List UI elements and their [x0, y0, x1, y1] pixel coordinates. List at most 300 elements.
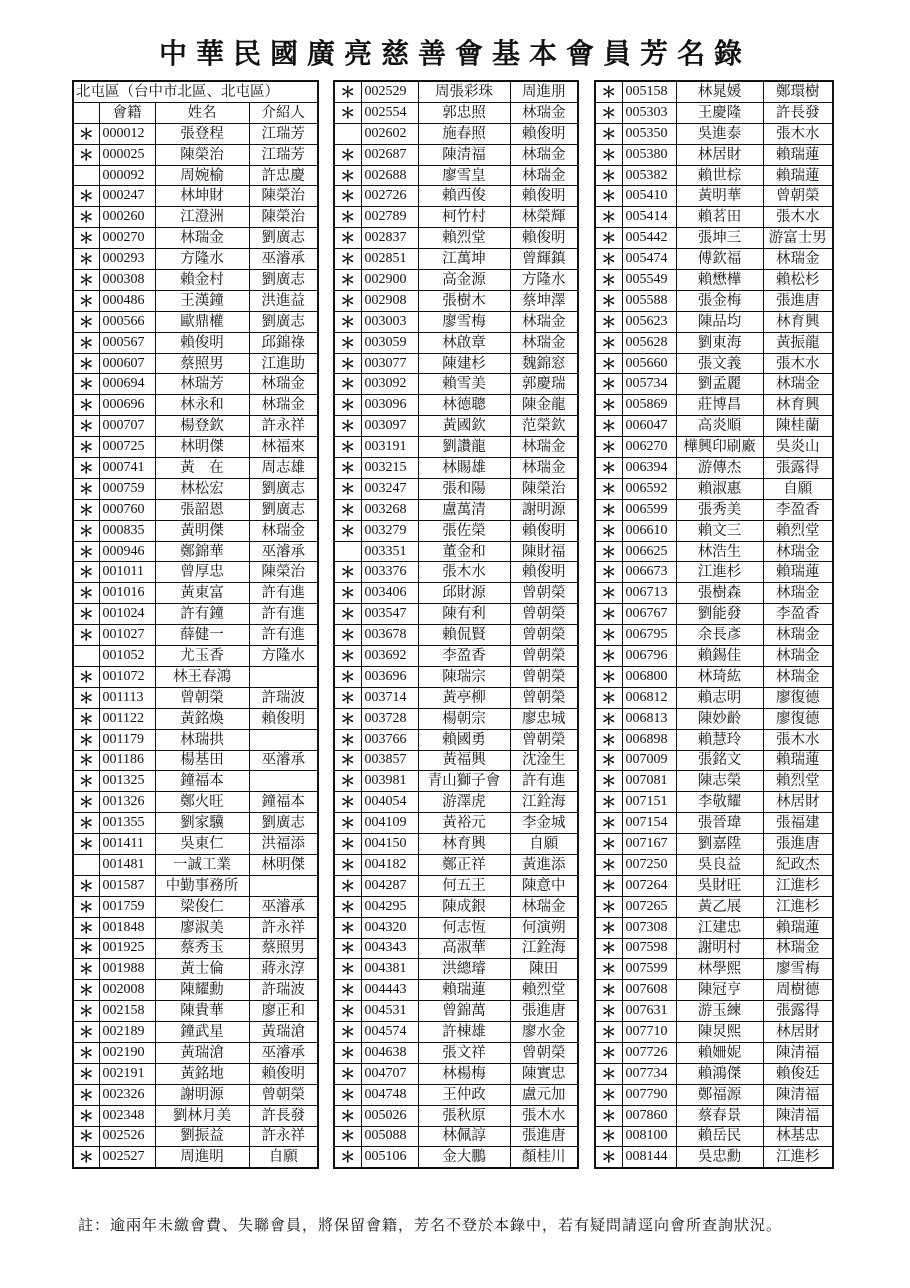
- referrer-name: 自願: [763, 478, 833, 499]
- referrer-name: 江進杉: [763, 875, 833, 896]
- referrer-name: 劉廣志: [249, 228, 318, 249]
- member-name: 曾朝榮: [155, 687, 249, 708]
- member-row: [595, 228, 833, 249]
- member-row: [595, 165, 833, 186]
- referrer-name: 鐘福本: [249, 792, 318, 813]
- member-name: 周進明: [155, 1147, 249, 1168]
- member-row: [73, 813, 318, 834]
- member-name: 鄭錦華: [155, 541, 249, 562]
- membership-number: 003097: [361, 416, 418, 437]
- membership-number: 000247: [99, 186, 155, 207]
- member-name: 鄭正祥: [418, 854, 510, 875]
- referrer-name: 賴瑞蓮: [763, 917, 833, 938]
- member-row: [595, 81, 833, 102]
- member-name: 賴姍妮: [676, 1042, 763, 1063]
- membership-number: 003268: [361, 499, 418, 520]
- active-mark: ＊: [595, 959, 622, 980]
- member-name: 青山獅子會: [418, 771, 510, 792]
- membership-number: 003096: [361, 395, 418, 416]
- active-mark: ＊: [73, 353, 99, 374]
- member-row: [595, 290, 833, 311]
- active-mark: ＊: [334, 792, 361, 813]
- referrer-name: 陳桂蘭: [763, 416, 833, 437]
- member-row: [595, 792, 833, 813]
- active-mark: ＊: [595, 625, 622, 646]
- membership-number: 003766: [361, 729, 418, 750]
- active-mark: ＊: [595, 437, 622, 458]
- referrer-name: 洪福添: [249, 834, 318, 855]
- member-row: [334, 875, 578, 896]
- member-name: 林啟章: [418, 332, 510, 353]
- referrer-name: 張進唐: [763, 834, 833, 855]
- membership-number: 001113: [99, 687, 155, 708]
- active-mark: ＊: [334, 499, 361, 520]
- referrer-name: 曾朝榮: [510, 583, 578, 604]
- membership-number: 003406: [361, 583, 418, 604]
- referrer-name: 林瑞金: [763, 646, 833, 667]
- referrer-name: 張木水: [510, 1105, 578, 1126]
- member-name: 賴國勇: [418, 729, 510, 750]
- referrer-name: 賴瑞蓮: [763, 562, 833, 583]
- active-mark: ＊: [73, 792, 99, 813]
- referrer-name: 許長發: [249, 1105, 318, 1126]
- membership-number: 000293: [99, 249, 155, 270]
- member-row: [334, 437, 578, 458]
- member-row: [595, 729, 833, 750]
- page-title: 中華民國廣亮慈善會基本會員芳名錄: [158, 37, 751, 70]
- referrer-name: 張進唐: [510, 1126, 578, 1147]
- member-row: [334, 583, 578, 604]
- active-mark: ＊: [595, 1063, 622, 1084]
- membership-number: 002789: [361, 207, 418, 228]
- membership-number: 008144: [622, 1147, 676, 1168]
- member-row: [595, 1022, 833, 1043]
- member-row: [334, 938, 578, 959]
- member-name: 張韶恩: [155, 499, 249, 520]
- membership-number: 000694: [99, 374, 155, 395]
- member-row: [334, 520, 578, 541]
- member-name: 王漢鐘: [155, 290, 249, 311]
- member-name: 陳炅熙: [676, 1022, 763, 1043]
- member-row: [595, 834, 833, 855]
- member-name: 陳耀勳: [155, 980, 249, 1001]
- member-row: [73, 896, 318, 917]
- member-name: 張樹木: [418, 290, 510, 311]
- membership-number: 000567: [99, 332, 155, 353]
- member-row: [595, 854, 833, 875]
- active-mark: ＊: [73, 1105, 99, 1126]
- active-mark: ＊: [73, 499, 99, 520]
- membership-number: 003857: [361, 750, 418, 771]
- member-name: 賴俊明: [155, 332, 249, 353]
- referrer-name: 曾朝榮: [510, 604, 578, 625]
- member-row: [595, 1063, 833, 1084]
- membership-number: 001326: [99, 792, 155, 813]
- member-row: [595, 771, 833, 792]
- member-name: 一誠工業: [155, 854, 249, 875]
- member-name: 吳忠勳: [676, 1147, 763, 1168]
- member-row: [595, 353, 833, 374]
- active-mark: ＊: [334, 666, 361, 687]
- member-name: 張文義: [676, 353, 763, 374]
- membership-number: 001481: [99, 854, 155, 875]
- member-name: 楊基田: [155, 750, 249, 771]
- membership-number: 003059: [361, 332, 418, 353]
- member-table-2: [333, 80, 579, 1169]
- referrer-name: 江進杉: [763, 896, 833, 917]
- membership-number: 000486: [99, 290, 155, 311]
- active-mark: ＊: [73, 374, 99, 395]
- header-row: [73, 102, 318, 123]
- membership-number: 004707: [361, 1063, 418, 1084]
- region-label: 北屯區（台中市北區、北屯區）: [73, 81, 318, 102]
- membership-number: 002602: [361, 123, 418, 144]
- active-mark: ＊: [334, 729, 361, 750]
- membership-number: 008100: [622, 1126, 676, 1147]
- membership-number: 003981: [361, 771, 418, 792]
- member-name: 陳有利: [418, 604, 510, 625]
- member-name: 楊朝宗: [418, 708, 510, 729]
- active-mark: ＊: [334, 1022, 361, 1043]
- referrer-name: 廖忠城: [510, 708, 578, 729]
- referrer-name: 陳榮治: [249, 562, 318, 583]
- referrer-name: 曾朝榮: [763, 186, 833, 207]
- membership-number: 004443: [361, 980, 418, 1001]
- active-mark: [334, 541, 361, 562]
- membership-number: 007734: [622, 1063, 676, 1084]
- member-row: [595, 646, 833, 667]
- membership-number: 002526: [99, 1126, 155, 1147]
- member-row: [334, 854, 578, 875]
- membership-number: 000607: [99, 353, 155, 374]
- referrer-name: 林瑞金: [510, 102, 578, 123]
- active-mark: ＊: [73, 875, 99, 896]
- referrer-name: 許永祥: [249, 1126, 318, 1147]
- member-name: 劉家驥: [155, 813, 249, 834]
- referrer-name: 張木水: [763, 729, 833, 750]
- member-row: [73, 917, 318, 938]
- active-mark: ＊: [73, 1126, 99, 1147]
- member-row: [595, 520, 833, 541]
- member-row: [73, 437, 318, 458]
- referrer-name: 沈淦生: [510, 750, 578, 771]
- member-name: 張木水: [418, 562, 510, 583]
- member-row: [73, 353, 318, 374]
- referrer-name: 曾朝榮: [510, 666, 578, 687]
- referrer-name: 曾朝榮: [510, 729, 578, 750]
- member-name: 林永和: [155, 395, 249, 416]
- member-name: 林佩諄: [418, 1126, 510, 1147]
- member-row: [73, 687, 318, 708]
- referrer-name: 許有進: [249, 625, 318, 646]
- active-mark: ＊: [595, 270, 622, 291]
- referrer-name: 賴俊廷: [763, 1063, 833, 1084]
- active-mark: ＊: [334, 708, 361, 729]
- member-row: [334, 750, 578, 771]
- member-name: 廖淑美: [155, 917, 249, 938]
- member-name: 陳妙齡: [676, 708, 763, 729]
- member-row: [595, 666, 833, 687]
- membership-number: 000760: [99, 499, 155, 520]
- membership-number: 000566: [99, 311, 155, 332]
- membership-number: 005414: [622, 207, 676, 228]
- referrer-name: 洪進益: [249, 290, 318, 311]
- referrer-name: [249, 666, 318, 687]
- member-row: [595, 1001, 833, 1022]
- member-row: [334, 896, 578, 917]
- membership-number: 003092: [361, 374, 418, 395]
- active-mark: ＊: [595, 332, 622, 353]
- membership-number: 001759: [99, 896, 155, 917]
- referrer-name: 林瑞金: [763, 625, 833, 646]
- active-mark: ＊: [73, 228, 99, 249]
- referrer-name: 林瑞金: [510, 896, 578, 917]
- referrer-name: 張木水: [763, 123, 833, 144]
- active-mark: ＊: [73, 625, 99, 646]
- member-name: 黃明華: [676, 186, 763, 207]
- member-name: 曾厚忠: [155, 562, 249, 583]
- member-name: 江進杉: [676, 562, 763, 583]
- membership-number: 005410: [622, 186, 676, 207]
- member-row: [73, 1042, 318, 1063]
- referrer-name: 林榮輝: [510, 207, 578, 228]
- member-row: [334, 1001, 578, 1022]
- referrer-name: 張進唐: [510, 1001, 578, 1022]
- active-mark: ＊: [595, 81, 622, 102]
- active-mark: ＊: [73, 290, 99, 311]
- membership-number: 001925: [99, 938, 155, 959]
- membership-number: 005303: [622, 102, 676, 123]
- membership-number: 007154: [622, 813, 676, 834]
- membership-number: 006270: [622, 437, 676, 458]
- membership-number: 002726: [361, 186, 418, 207]
- membership-number: 005474: [622, 249, 676, 270]
- member-row: [595, 917, 833, 938]
- member-row: [595, 1105, 833, 1126]
- active-mark: ＊: [334, 1105, 361, 1126]
- referrer-name: 林瑞金: [763, 374, 833, 395]
- membership-number: 006796: [622, 646, 676, 667]
- membership-number: 003077: [361, 353, 418, 374]
- referrer-name: [249, 729, 318, 750]
- membership-number: 007265: [622, 896, 676, 917]
- member-name: 王慶隆: [676, 102, 763, 123]
- referrer-name: 張福建: [763, 813, 833, 834]
- referrer-name: 林瑞金: [510, 437, 578, 458]
- member-row: [334, 102, 578, 123]
- referrer-name: 何演朔: [510, 917, 578, 938]
- member-name: 江澄洲: [155, 207, 249, 228]
- member-name: 江萬坤: [418, 249, 510, 270]
- membership-number: 003351: [361, 541, 418, 562]
- active-mark: ＊: [334, 458, 361, 479]
- referrer-name: 許有進: [249, 604, 318, 625]
- referrer-name: 許忠慶: [249, 165, 318, 186]
- membership-number: 002837: [361, 228, 418, 249]
- member-name: 廖雪梅: [418, 311, 510, 332]
- member-name: 張坤三: [676, 228, 763, 249]
- member-row: [334, 1084, 578, 1105]
- member-name: 劉孟麗: [676, 374, 763, 395]
- membership-number: 007631: [622, 1001, 676, 1022]
- member-row: [73, 395, 318, 416]
- membership-number: 006812: [622, 687, 676, 708]
- member-name: 黃乙展: [676, 896, 763, 917]
- membership-number: 005588: [622, 290, 676, 311]
- active-mark: ＊: [595, 123, 622, 144]
- member-name: 劉東海: [676, 332, 763, 353]
- referrer-name: [249, 771, 318, 792]
- referrer-name: 江瑞芳: [249, 144, 318, 165]
- referrer-name: 廖雪梅: [763, 959, 833, 980]
- referrer-name: 林瑞金: [763, 249, 833, 270]
- active-mark: ＊: [73, 270, 99, 291]
- member-name: 許有鐘: [155, 604, 249, 625]
- member-name: 黃士倫: [155, 959, 249, 980]
- referrer-name: [249, 875, 318, 896]
- membership-number: 007151: [622, 792, 676, 813]
- referrer-name: 劉廣志: [249, 813, 318, 834]
- member-name: 賴金村: [155, 270, 249, 291]
- membership-number: 001355: [99, 813, 155, 834]
- membership-number: 006767: [622, 604, 676, 625]
- member-row: [73, 270, 318, 291]
- member-name: 賴茗田: [676, 207, 763, 228]
- member-row: [334, 959, 578, 980]
- referrer-name: 巫濬承: [249, 249, 318, 270]
- member-row: [73, 290, 318, 311]
- active-mark: ＊: [334, 980, 361, 1001]
- active-mark: ＊: [334, 1147, 361, 1168]
- header-star-cell: [73, 102, 99, 123]
- active-mark: ＊: [73, 562, 99, 583]
- member-row: [334, 834, 578, 855]
- active-mark: ＊: [595, 666, 622, 687]
- membership-number: 003247: [361, 478, 418, 499]
- referrer-name: 黃瑞滄: [249, 1022, 318, 1043]
- member-name: 林育興: [418, 834, 510, 855]
- referrer-name: 周樹德: [763, 980, 833, 1001]
- membership-number: 001587: [99, 875, 155, 896]
- referrer-name: 自願: [249, 1147, 318, 1168]
- active-mark: ＊: [334, 750, 361, 771]
- active-mark: ＊: [595, 562, 622, 583]
- membership-number: 000012: [99, 123, 155, 144]
- member-name: 林賜雄: [418, 458, 510, 479]
- active-mark: ＊: [73, 750, 99, 771]
- member-name: 黃東富: [155, 583, 249, 604]
- membership-number: 004054: [361, 792, 418, 813]
- member-name: 陳志榮: [676, 771, 763, 792]
- member-row: [73, 959, 318, 980]
- active-mark: ＊: [595, 290, 622, 311]
- active-mark: ＊: [595, 687, 622, 708]
- member-table-3: [594, 80, 834, 1169]
- member-name: 劉讚龍: [418, 437, 510, 458]
- footnote: 註：逾兩年未繳會費、失聯會員，將保留會籍，芳名不登於本錄中，若有疑問請逕向會所查詢狀況。: [78, 1216, 783, 1234]
- referrer-name: 江銓海: [510, 938, 578, 959]
- referrer-name: 林瑞金: [763, 541, 833, 562]
- member-row: [334, 917, 578, 938]
- member-name: 黃銘地: [155, 1063, 249, 1084]
- member-name: 賴雪美: [418, 374, 510, 395]
- member-name: 賴文三: [676, 520, 763, 541]
- active-mark: ＊: [334, 520, 361, 541]
- referrer-name: 巫濬承: [249, 750, 318, 771]
- membership-number: 001027: [99, 625, 155, 646]
- active-mark: ＊: [73, 896, 99, 917]
- member-name: 薛健一: [155, 625, 249, 646]
- referrer-name: 蔡照男: [249, 938, 318, 959]
- membership-number: 006813: [622, 708, 676, 729]
- member-name: 吳財旺: [676, 875, 763, 896]
- member-row: [334, 249, 578, 270]
- member-name: 鐘武星: [155, 1022, 249, 1043]
- referrer-name: 賴俊明: [249, 1063, 318, 1084]
- active-mark: ＊: [595, 541, 622, 562]
- active-mark: [73, 854, 99, 875]
- member-row: [595, 123, 833, 144]
- membership-number: 003692: [361, 646, 418, 667]
- referrer-name: 陳意中: [510, 875, 578, 896]
- member-name: 游澤虎: [418, 792, 510, 813]
- member-name: 游玉練: [676, 1001, 763, 1022]
- member-row: [73, 374, 318, 395]
- referrer-name: 廖復德: [763, 708, 833, 729]
- referrer-name: 張進唐: [763, 290, 833, 311]
- referrer-name: 賴俊明: [510, 123, 578, 144]
- member-row: [73, 541, 318, 562]
- membership-number: 006673: [622, 562, 676, 583]
- membership-number: 003678: [361, 625, 418, 646]
- member-name: 余長彥: [676, 625, 763, 646]
- member-row: [334, 813, 578, 834]
- member-row: [73, 1084, 318, 1105]
- membership-number: 004381: [361, 959, 418, 980]
- member-row: [73, 144, 318, 165]
- membership-number: 000696: [99, 395, 155, 416]
- referrer-name: 許永祥: [249, 416, 318, 437]
- member-name: 陳成銀: [418, 896, 510, 917]
- member-row: [595, 562, 833, 583]
- member-name: 高炎順: [676, 416, 763, 437]
- member-name: 張和陽: [418, 478, 510, 499]
- active-mark: ＊: [334, 374, 361, 395]
- active-mark: ＊: [73, 959, 99, 980]
- member-name: 林學熙: [676, 959, 763, 980]
- referrer-name: 林福來: [249, 437, 318, 458]
- member-row: [334, 1022, 578, 1043]
- membership-number: 000707: [99, 416, 155, 437]
- referrer-name: 范榮欽: [510, 416, 578, 437]
- member-name: 林浩生: [676, 541, 763, 562]
- membership-number: 001186: [99, 750, 155, 771]
- referrer-name: 鄭環樹: [763, 81, 833, 102]
- member-row: [73, 1126, 318, 1147]
- member-row: [73, 625, 318, 646]
- active-mark: ＊: [595, 980, 622, 1001]
- referrer-name: 賴烈堂: [763, 520, 833, 541]
- referrer-name: 賴俊明: [510, 520, 578, 541]
- active-mark: ＊: [73, 144, 99, 165]
- member-name: 黃明傑: [155, 520, 249, 541]
- membership-number: 007790: [622, 1084, 676, 1105]
- referrer-name: 巫濬承: [249, 541, 318, 562]
- member-name: 林坤財: [155, 186, 249, 207]
- referrer-name: 陳榮治: [249, 186, 318, 207]
- active-mark: ＊: [595, 207, 622, 228]
- member-name: 林琦紘: [676, 666, 763, 687]
